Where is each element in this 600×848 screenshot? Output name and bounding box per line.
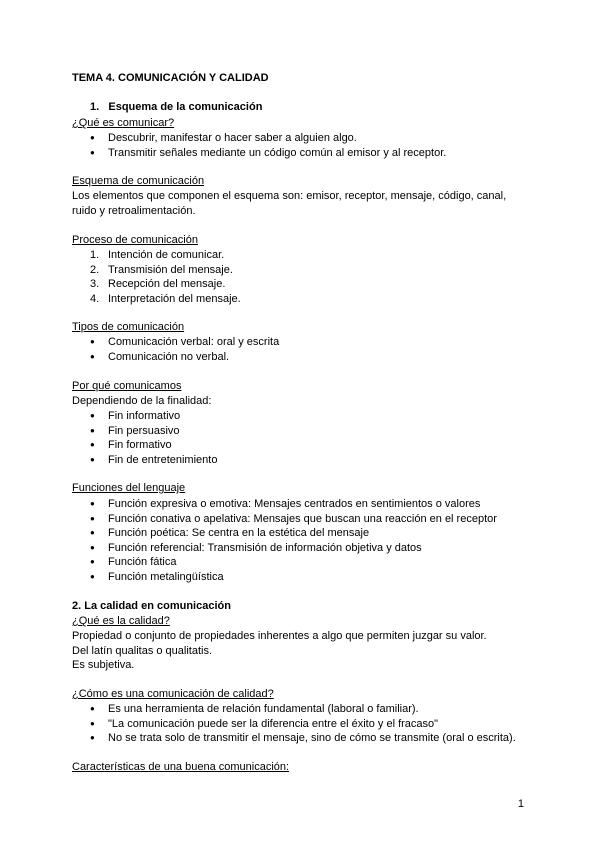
list-item-text: Intención de comunicar. <box>108 249 225 261</box>
list-item: ● Descubrir, manifestar o hacer saber a alguien algo. <box>72 131 446 146</box>
calidad-line: Propiedad o conjunto de propiedades inherentes a algo que permiten juzgar su valor. <box>72 630 487 642</box>
list-item: ● Función expresiva o emotiva: Mensajes centrados en sentimientos o valores <box>72 497 497 512</box>
como-list <box>72 702 516 746</box>
section-2-heading: 2. La calidad en comunicación <box>72 600 231 612</box>
list-item: ● Fin formativo <box>72 438 217 453</box>
page-number: 1 <box>517 798 524 810</box>
document-title: TEMA 4. COMUNICACIÓN Y CALIDAD <box>72 72 269 84</box>
calidad-line: Del latín qualitas o qualitatis. <box>72 645 213 657</box>
list-item-number: 4. <box>90 292 100 305</box>
porque-list <box>72 409 217 467</box>
list-item-number: 2. <box>90 263 100 276</box>
list-item-number: 3. <box>90 278 100 291</box>
esquema-label: Esquema de comunicación <box>72 175 205 187</box>
list-item-text: Recepción del mensaje. <box>108 278 226 291</box>
section-1-number: 1. <box>90 101 100 113</box>
que-es-comunicar-list <box>72 131 446 160</box>
tipos-label: Tipos de comunicación <box>72 321 185 333</box>
como-label: ¿Cómo es una comunicación de calidad? <box>72 688 274 700</box>
list-item: ● Función fática <box>72 555 497 570</box>
list-item-text: Interpretación del mensaje. <box>108 292 241 305</box>
calidad-line: Es subjetiva. <box>72 659 135 671</box>
caracteristicas-label: Características de una buena comunicación: <box>72 761 290 773</box>
que-es-comunicar-label: ¿Qué es comunicar? <box>72 117 175 129</box>
list-item: ● Comunicación no verbal. <box>72 350 279 365</box>
list-item: ● Fin informativo <box>72 409 217 424</box>
esquema-text: Los elementos que componen el esquema son: emisor, receptor, mensaje, código, canal, ruido y retroalimentación. <box>72 190 507 217</box>
section-1-title: Esquema de la comunicación <box>108 101 263 113</box>
list-item <box>72 277 241 292</box>
que-es-calidad-label: ¿Qué es la calidad? <box>72 615 170 627</box>
list-item: ● Transmitir señales mediante un código común al emisor y al receptor. <box>72 146 446 161</box>
list-item: ● Función poética: Se centra en la estética del mensaje <box>72 526 497 541</box>
list-item: ● Función metalingüística <box>72 570 497 585</box>
list-item: ● Función conativa o apelativa: Mensajes que buscan una reacción en el receptor <box>72 512 497 527</box>
funciones-label: Funciones del lenguaje <box>72 482 186 494</box>
list-item-text: Transmisión del mensaje. <box>108 263 233 276</box>
list-item <box>72 263 241 278</box>
list-item: ● No se trata solo de transmitir el mensaje, sino de cómo se transmite (oral o escrita). <box>72 731 516 746</box>
proceso-list <box>72 248 241 306</box>
list-item-number: 1. <box>90 249 100 261</box>
list-item: ● Es una herramienta de relación fundamental (laboral o familiar). <box>72 702 516 717</box>
proceso-label: Proceso de comunicación <box>72 234 198 246</box>
funciones-list <box>72 497 497 585</box>
list-item: ● Comunicación verbal: oral y escrita <box>72 335 279 350</box>
section-1-heading <box>90 101 262 113</box>
list-item: ● Fin de entretenimiento <box>72 453 217 468</box>
porque-intro: Dependiendo de la finalidad: <box>72 395 212 407</box>
list-item: ● Función referencial: Transmisión de información objetiva y datos <box>72 541 497 556</box>
list-item: ● "La comunicación puede ser la diferencia entre el éxito y el fracaso" <box>72 717 516 732</box>
list-item <box>72 292 241 307</box>
list-item <box>72 248 241 263</box>
list-item: ● Fin persuasivo <box>72 424 217 439</box>
tipos-list <box>72 335 279 364</box>
porque-label: Por qué comunicamos <box>72 380 182 392</box>
